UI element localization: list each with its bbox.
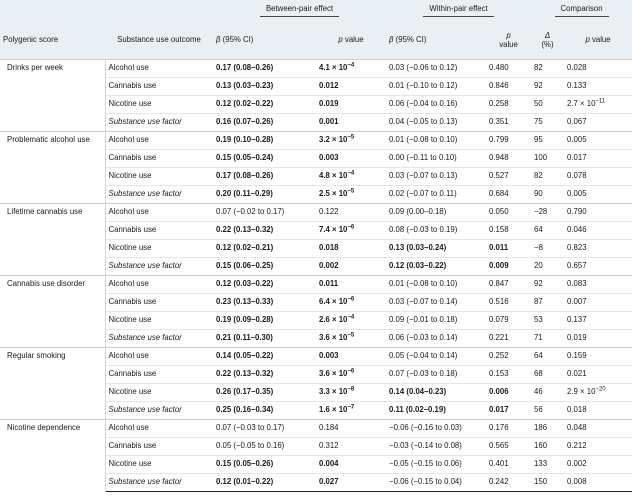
header-column-row [0,22,632,60]
within-p-cell: 0.684 [486,186,531,204]
outcome-cell: Cannabis use [105,222,213,240]
within-beta-cell: 0.09 (0.00–0.18) [386,204,486,222]
between-p-cell: 0.003 [316,150,386,168]
delta-cell: 56 [531,402,564,420]
within-p-cell: 0.351 [486,114,531,132]
between-beta-cell: 0.07 (−0.02 to 0.17) [213,204,316,222]
between-p-cell: $7.4 \times 10^{-6}$ [316,222,386,240]
outcome-cell: Alcohol use [105,276,213,294]
between-p-cell: 0.002 [316,258,386,276]
comparison-p-cell: 0.028 [564,60,632,78]
within-p-cell: 0.846 [486,78,531,96]
between-beta-cell: 0.19 (0.09–0.28) [213,312,316,330]
within-beta-cell: 0.12 (0.03–0.22) [386,258,486,276]
between-p-cell: 0.004 [316,456,386,474]
between-beta-cell: 0.05 (−0.05 to 0.16) [213,438,316,456]
comparison-p-cell: 0.018 [564,402,632,420]
comparison-p-cell: 0.008 [564,474,632,492]
within-beta-cell: 0.05 (−0.04 to 0.14) [386,348,486,366]
between-beta-cell: 0.15 (0.05–0.24) [213,150,316,168]
delta-cell: 90 [531,186,564,204]
between-p-cell: 0.184 [316,420,386,438]
comparison-p-cell: 0.212 [564,438,632,456]
group-between-pair: Between-pair effect [213,0,386,22]
delta-cell: 133 [531,456,564,474]
table-row [0,132,632,150]
between-beta-cell: 0.12 (0.02–0.21) [213,240,316,258]
delta-cell: 87 [531,294,564,312]
within-p-cell: 0.516 [486,294,531,312]
within-p-cell: 0.176 [486,420,531,438]
between-p-cell: 0.011 [316,276,386,294]
group-within-pair: Within-pair effect [386,0,531,22]
between-beta-cell: 0.26 (0.17–0.35) [213,384,316,402]
exponent: −8 [347,386,355,393]
within-p-cell: 0.948 [486,150,531,168]
delta-cell: 82 [531,168,564,186]
between-beta-cell: 0.16 (0.07–0.26) [213,114,316,132]
delta-cell: 64 [531,222,564,240]
delta-cell: 92 [531,78,564,96]
polygenic-score-cell: Nicotine dependence [0,420,105,492]
within-p-cell: 0.153 [486,366,531,384]
within-p-cell: 0.006 [486,384,531,402]
comparison-p-cell: $2.7 \times 10^{-11}$ [564,96,632,114]
outcome-cell: Alcohol use [105,348,213,366]
exponent: −6 [347,368,355,375]
delta-cell: 75 [531,114,564,132]
within-p-cell: 0.079 [486,312,531,330]
within-beta-cell: 0.03 (−0.06 to 0.12) [386,60,486,78]
between-p-cell: $4.8 \times 10^{-4}$ [316,168,386,186]
between-beta-cell: 0.23 (0.13–0.33) [213,294,316,312]
between-beta-cell: 0.14 (0.05–0.22) [213,348,316,366]
delta-cell: −8 [531,240,564,258]
polygenic-score-cell: Lifetime cannabis use [0,204,105,276]
between-p-cell: 0.012 [316,78,386,96]
comparison-p-cell: 0.005 [564,186,632,204]
polygenic-score-cell: Problematic alcohol use [0,132,105,204]
comparison-p-cell: 0.137 [564,312,632,330]
comparison-p-cell: 0.007 [564,294,632,312]
within-p-cell: 0.252 [486,348,531,366]
between-beta-cell: 0.22 (0.13–0.32) [213,366,316,384]
between-p-cell: 0.019 [316,96,386,114]
between-beta-cell: 0.15 (0.06–0.25) [213,258,316,276]
col-within-p: p value [486,22,531,60]
within-beta-cell: −0.06 (−0.16 to 0.03) [386,420,486,438]
comparison-p-cell: 0.078 [564,168,632,186]
exponent: −6 [347,296,355,303]
comparison-p-cell: 0.133 [564,78,632,96]
within-p-cell: 0.480 [486,60,531,78]
within-beta-cell: 0.01 (−0.08 to 0.10) [386,276,486,294]
within-p-cell: 0.011 [486,240,531,258]
exponent: −4 [347,170,355,177]
table-row [0,60,632,78]
between-p-cell: $3.6 \times 10^{-6}$ [316,366,386,384]
polygenic-score-cell: Cannabis use disorder [0,276,105,348]
comparison-p-cell: 0.823 [564,240,632,258]
outcome-cell: Substance use factor [105,186,213,204]
outcome-cell: Nicotine use [105,456,213,474]
outcome-cell: Nicotine use [105,240,213,258]
within-beta-cell: 0.08 (−0.03 to 0.19) [386,222,486,240]
within-p-cell: 0.221 [486,330,531,348]
between-beta-cell: 0.19 (0.10–0.28) [213,132,316,150]
between-p-cell: 0.027 [316,474,386,492]
within-beta-cell: 0.07 (−0.03 to 0.18) [386,366,486,384]
polygenic-score-cell: Regular smoking [0,348,105,420]
within-p-cell: 0.401 [486,456,531,474]
delta-cell: 160 [531,438,564,456]
within-beta-cell: 0.01 (−0.10 to 0.12) [386,78,486,96]
delta-cell: 71 [531,330,564,348]
col-substance-use-outcome: Substance use outcome [105,22,213,60]
within-p-cell: 0.565 [486,438,531,456]
outcome-cell: Substance use factor [105,258,213,276]
delta-cell: 82 [531,60,564,78]
within-beta-cell: 0.06 (−0.04 to 0.16) [386,96,486,114]
exponent: −6 [347,224,355,231]
delta-cell: 92 [531,276,564,294]
comparison-p-cell: 0.790 [564,204,632,222]
col-polygenic-score: Polygenic score [0,22,105,60]
between-beta-cell: 0.12 (0.02–0.22) [213,96,316,114]
comparison-p-cell: 0.017 [564,150,632,168]
outcome-cell: Nicotine use [105,168,213,186]
within-beta-cell: 0.09 (−0.01 to 0.18) [386,312,486,330]
outcome-cell: Cannabis use [105,78,213,96]
comparison-p-cell: 0.002 [564,456,632,474]
within-beta-cell: 0.02 (−0.07 to 0.11) [386,186,486,204]
within-beta-cell: −0.05 (−0.15 to 0.06) [386,456,486,474]
delta-cell: 46 [531,384,564,402]
delta-cell: 50 [531,96,564,114]
within-p-cell: 0.009 [486,258,531,276]
outcome-cell: Nicotine use [105,312,213,330]
between-p-cell: $4.1 \times 10^{-4}$ [316,60,386,78]
exponent: −7 [347,404,355,411]
between-p-cell: $3.6 \times 10^{-5}$ [316,330,386,348]
comparison-p-cell: 0.083 [564,276,632,294]
within-p-cell: 0.258 [486,96,531,114]
outcome-cell: Nicotine use [105,384,213,402]
exponent: −11 [595,98,606,105]
table-row [0,420,632,438]
delta-cell: 68 [531,366,564,384]
outcome-cell: Nicotine use [105,96,213,114]
within-p-cell: 0.158 [486,222,531,240]
delta-cell: 100 [531,150,564,168]
between-beta-cell: 0.17 (0.08–0.26) [213,60,316,78]
delta-cell: 20 [531,258,564,276]
between-beta-cell: 0.22 (0.13–0.32) [213,222,316,240]
within-p-cell: 0.017 [486,402,531,420]
between-beta-cell: 0.20 (0.11–0.29) [213,186,316,204]
table-row [0,204,632,222]
between-p-cell: $2.6 \times 10^{-4}$ [316,312,386,330]
within-beta-cell: 0.14 (0.04–0.23) [386,384,486,402]
within-p-cell: 0.799 [486,132,531,150]
col-between-p: p value [316,22,386,60]
between-beta-cell: 0.25 (0.16–0.34) [213,402,316,420]
comparison-p-cell: 0.067 [564,114,632,132]
between-p-cell: $3.3 \times 10^{-8}$ [316,384,386,402]
between-beta-cell: 0.17 (0.08–0.26) [213,168,316,186]
table-row [0,348,632,366]
comparison-p-cell: 0.048 [564,420,632,438]
outcome-cell: Alcohol use [105,132,213,150]
polygenic-score-cell: Drinks per week [0,60,105,132]
within-beta-cell: 0.00 (−0.11 to 0.10) [386,150,486,168]
outcome-cell: Substance use factor [105,474,213,492]
outcome-cell: Substance use factor [105,114,213,132]
col-comparison-p: p value [564,22,632,60]
between-beta-cell: 0.12 (0.01–0.22) [213,474,316,492]
exponent: −5 [347,332,355,339]
table-body [0,60,632,492]
outcome-cell: Cannabis use [105,294,213,312]
comparison-p-cell: 0.019 [564,330,632,348]
header-group-row [0,0,632,22]
within-beta-cell: 0.03 (−0.07 to 0.13) [386,168,486,186]
within-beta-cell: 0.11 (0.02–0.19) [386,402,486,420]
outcome-cell: Substance use factor [105,402,213,420]
within-beta-cell: 0.06 (−0.03 to 0.14) [386,330,486,348]
within-p-cell: 0.527 [486,168,531,186]
between-p-cell: 0.312 [316,438,386,456]
comparison-p-cell: 0.021 [564,366,632,384]
col-between-beta: β (95% CI) [213,22,316,60]
between-p-cell: 0.018 [316,240,386,258]
within-beta-cell: −0.06 (−0.15 to 0.04) [386,474,486,492]
delta-cell: 53 [531,312,564,330]
table-row [0,276,632,294]
between-beta-cell: 0.13 (0.03–0.23) [213,78,316,96]
col-delta: Δ (%) [531,22,564,60]
between-p-cell: 0.122 [316,204,386,222]
within-p-cell: 0.050 [486,204,531,222]
comparison-p-cell: $2.9 \times 10^{-20}$ [564,384,632,402]
delta-cell: −28 [531,204,564,222]
between-beta-cell: 0.15 (0.05–0.26) [213,456,316,474]
between-p-cell: $3.2 \times 10^{-5}$ [316,132,386,150]
within-p-cell: 0.847 [486,276,531,294]
between-p-cell: $6.4 \times 10^{-6}$ [316,294,386,312]
delta-cell: 150 [531,474,564,492]
outcome-cell: Alcohol use [105,60,213,78]
outcome-cell: Substance use factor [105,330,213,348]
outcome-cell: Cannabis use [105,150,213,168]
between-beta-cell: 0.07 (−0.03 to 0.17) [213,420,316,438]
within-beta-cell: 0.13 (0.03–0.24) [386,240,486,258]
comparison-p-cell: 0.159 [564,348,632,366]
group-comparison: Comparison [531,0,632,22]
comparison-p-cell: 0.005 [564,132,632,150]
within-beta-cell: −0.03 (−0.14 to 0.08) [386,438,486,456]
delta-cell: 95 [531,132,564,150]
outcome-cell: Alcohol use [105,420,213,438]
within-beta-cell: 0.03 (−0.07 to 0.14) [386,294,486,312]
exponent: −20 [595,386,606,393]
exponent: −5 [347,188,355,195]
within-beta-cell: 0.04 (−0.05 to 0.13) [386,114,486,132]
between-p-cell: $1.6 \times 10^{-7}$ [316,402,386,420]
exponent: −5 [347,134,355,141]
outcome-cell: Cannabis use [105,438,213,456]
within-p-cell: 0.242 [486,474,531,492]
delta-cell: 64 [531,348,564,366]
between-beta-cell: 0.21 (0.11–0.30) [213,330,316,348]
within-beta-cell: 0.01 (−0.08 to 0.10) [386,132,486,150]
between-p-cell: $2.5 \times 10^{-5}$ [316,186,386,204]
outcome-cell: Alcohol use [105,204,213,222]
delta-cell: 186 [531,420,564,438]
exponent: −4 [347,62,355,69]
col-within-beta: β (95% CI) [386,22,486,60]
between-beta-cell: 0.12 (0.03–0.22) [213,276,316,294]
between-p-cell: 0.003 [316,348,386,366]
exponent: −4 [347,314,355,321]
comparison-p-cell: 0.657 [564,258,632,276]
between-p-cell: 0.001 [316,114,386,132]
outcome-cell: Cannabis use [105,366,213,384]
comparison-p-cell: 0.046 [564,222,632,240]
